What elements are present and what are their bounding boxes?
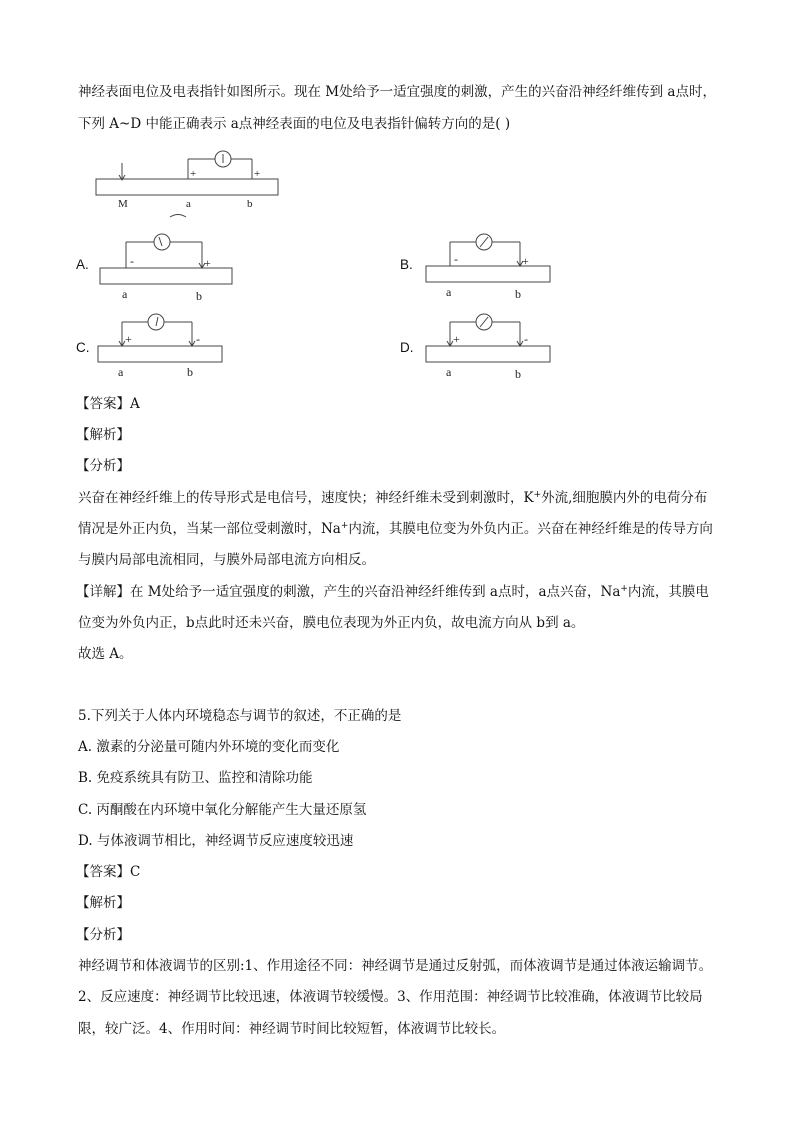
opt-c-label-a: a: [118, 365, 124, 379]
q4-conclusion: 故选 A。: [78, 646, 133, 662]
q4-option-c-letter: C.: [76, 340, 90, 355]
q4-stem-line-1: 神经表面电位及电表指针如图所示。现在 M处给予一适宜强度的刺激，产生的兴奋沿神经纤维传到 a点时，: [78, 84, 716, 100]
q4-analysis-tag: 【解析】: [76, 427, 130, 443]
q4-fenxi-line-2: 情况是外正内负，当某一部位受刺激时，Na+内流，其膜电位变为外负内正。兴奋在神经纤维是的传导方向: [78, 521, 713, 537]
q5-option-c: C. 丙酮酸在内环境中氧化分解能产生大量还原氢: [78, 802, 367, 818]
nerve-fiber-figure: [90, 145, 290, 220]
q4-detail-line-2: 位变为外负内正，b点此时还未兴奋，膜电位表现为外正内负，故电流方向从 b到 a。: [78, 615, 585, 631]
opt-b-right-sign: +: [522, 254, 529, 268]
opt-a-label-b: b: [196, 289, 202, 303]
opt-c-label-b: b: [187, 365, 193, 379]
opt-a-left-sign: -: [130, 254, 134, 268]
q4-option-d-letter: D.: [400, 340, 414, 355]
q4-option-d-figure: [422, 308, 562, 380]
q4-option-c-figure: [94, 308, 234, 380]
q4-fenxi-line-1: 兴奋在神经纤维上的传导形式是电信号，速度快；神经纤维未受到刺激时，K+外流,细胞膜内外的电荷分布: [78, 490, 708, 506]
opt-c-left-sign: +: [125, 332, 132, 346]
q5-fenxi-line-3: 限，较广泛。4、作用时间：神经调节时间比较短暂，体液调节比较长。: [78, 1021, 506, 1037]
opt-d-right-sign: -: [524, 332, 528, 346]
opt-b-left-sign: -: [454, 252, 458, 266]
opt-d-label-a: a: [446, 365, 452, 379]
fig-label-a: a: [186, 198, 191, 210]
q4-fenxi-tag: 【分析】: [76, 458, 130, 474]
q5-fenxi-line-1: 神经调节和体液调节的区别:1、作用途径不同：神经调节是通过反射弧，而体液调节是通过体液运输调节。: [78, 958, 713, 974]
q5-option-b: B. 免疫系统具有防卫、监控和清除功能: [78, 770, 313, 786]
opt-b-label-a: a: [446, 285, 452, 299]
q5-fenxi-tag: 【分析】: [76, 927, 130, 943]
q5-analysis-tag: 【解析】: [76, 895, 130, 911]
q4-detail-line-1: 【详解】在 M处给予一适宜强度的刺激，产生的兴奋沿神经纤维传到 a点时，a点兴奋，Na+内流，其膜电: [76, 584, 709, 600]
q5-stem: 5.下列关于人体内环境稳态与调节的叙述，不正确的是: [78, 708, 402, 724]
fig-label-M: M: [118, 198, 128, 210]
q4-option-b-figure: [422, 228, 562, 304]
q5-fenxi-line-2: 2、反应速度：神经调节比较迅速，体液调节较缓慢。3、作用范围：神经调节比较准确，体液调节比较局: [78, 989, 703, 1005]
q5-option-a: A. 激素的分泌量可随内外环境的变化而变化: [78, 739, 340, 755]
fig-plus-right: +: [254, 168, 261, 180]
opt-a-label-a: a: [122, 287, 128, 301]
fig-plus-left: +: [190, 168, 197, 180]
opt-b-label-b: b: [515, 287, 521, 301]
fig-label-b: b: [247, 198, 253, 210]
opt-d-left-sign: +: [453, 332, 460, 346]
q4-option-a-letter: A.: [76, 257, 89, 272]
opt-d-label-b: b: [515, 367, 521, 380]
q4-option-a-figure: [96, 228, 236, 304]
q5-answer: 【答案】C: [76, 864, 141, 880]
q4-stem-line-2: 下列 A~D 中能正确表示 a点神经表面的电位及电表指针偏转方向的是( ): [78, 116, 511, 132]
q4-option-b-letter: B.: [400, 257, 413, 272]
opt-c-right-sign: -: [196, 332, 200, 346]
q4-answer: 【答案】A: [76, 396, 140, 412]
q4-fenxi-line-3: 与膜内局部电流相同，与膜外局部电流方向相反。: [78, 552, 375, 568]
q5-option-d: D. 与体液调节相比，神经调节反应速度较迅速: [78, 833, 354, 849]
opt-a-right-sign: +: [204, 256, 211, 270]
